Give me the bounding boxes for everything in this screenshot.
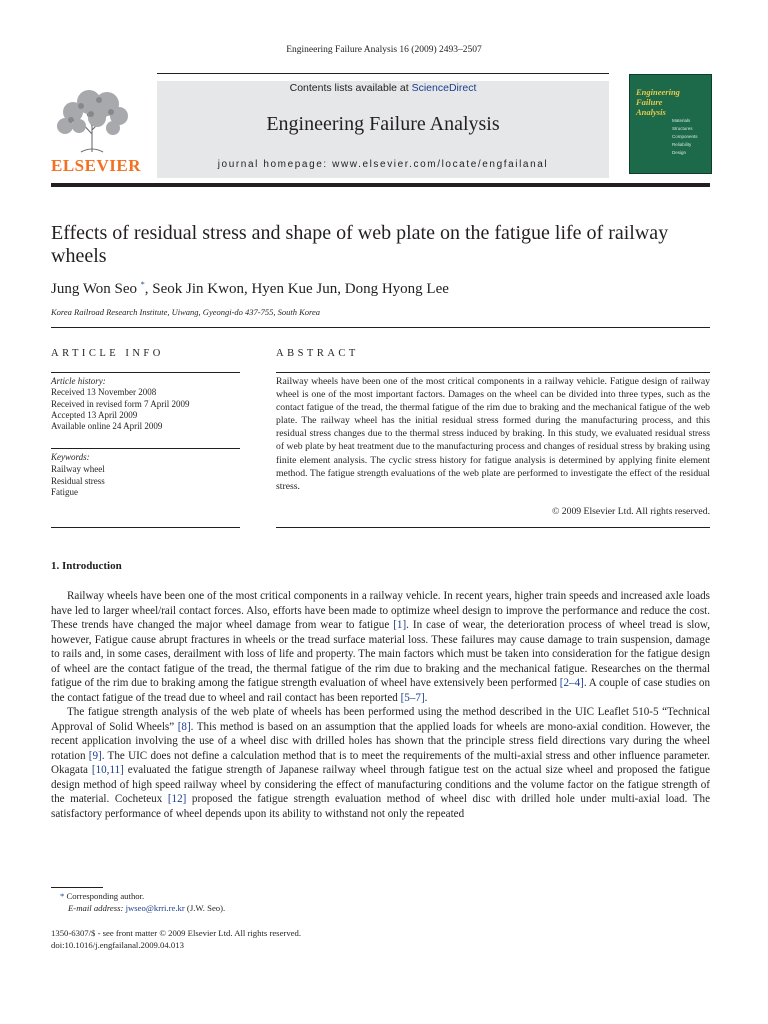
cover-topic: Structures [672, 126, 693, 131]
reference-link[interactable]: [9] [88, 749, 102, 762]
journal-name: Engineering Failure Analysis [266, 113, 500, 135]
footnote-mark: * [60, 891, 65, 901]
reference-link[interactable]: [5–7] [400, 691, 425, 704]
cover-topic: Components [672, 134, 698, 139]
affiliation: Korea Railroad Research Institute, Uiwang, Gyeongi-do 437-755, South Korea [51, 307, 321, 317]
text-run: . The UIC does not define a calculation method that is to meet the requirements of the multi-axial stress and other influence parameter. Okagata [51, 749, 711, 776]
text-run: . A couple of case studies on the contact fatigue of the tread due to wheel and rail contact has been reported [51, 677, 710, 704]
section-heading: 1. Introduction [51, 560, 122, 572]
homepage-link[interactable]: www.elsevier.com/locate/engfailanal [332, 159, 549, 170]
keyword: Residual stress [51, 475, 105, 486]
homepage-prefix: journal homepage: [217, 159, 333, 170]
text-run: proposed the fatigue strength evaluation method of wheel disc with drilled hole under multi-axial load. The satisfactory performance of wheel depends upon its ability to withstand not only the repeated [51, 793, 711, 820]
abstract-heading: ABSTRACT [276, 348, 359, 359]
divider [51, 448, 240, 449]
history-item: Received in revised form 7 April 2009 [51, 398, 190, 409]
issn-line: 1350-6307/$ - see front matter © 2009 Elsevier Ltd. All rights reserved. [51, 928, 302, 938]
history-item: Available online 24 April 2009 [51, 421, 163, 432]
divider [51, 527, 240, 528]
text-run: . In case of wear, the deterioration process of wheel tread is slow, however, Fatigue cause abrupt fractures in wheels or the tread surface material loss. These failures may cause damage to train suspension, damage to rails and, in some cases, derailment with loss of life and property. The main factors which must be taken into consideration for the fatigue design of wheel are the contact fatigue of the tread, the thermal fatigue of the rim due to braking and the mechanical fatigue. Researches on the thermal fatigue of the rim due to braking among the fatigue strength evaluation of wheel have extensively been performed [51, 619, 710, 689]
abstract-text: Railway wheels have been one of the most critical components in a railway vehicle. Fatigue design of railway wheel is one of the most important factors. Damages on the wheel can be divided into three types, such as the contact fatigue of the tread, the thermal fatigue of the rim due to braking and the mechanical fatigue of the web plate. The railway wheel has the initial residual stress formed during the manufacturing process, and this residual stress changes due to the thermal stress induced by braking. In this study, we evaluated residual stress of web plate by heat treatment due to the manufacturing process and changes of residual stress by braking using finite element analysis. The cyclic stress history for fatigue analysis is determined by applying finite element method. The fatigue strength evaluations of the web plate are performed to investigate the effect of the residual stress. [276, 376, 710, 492]
reference-link[interactable]: [12] [167, 793, 187, 805]
corresponding-mark[interactable]: * [140, 280, 145, 289]
keyword: Railway wheel [51, 463, 105, 474]
email-label: E-mail address: [68, 903, 124, 913]
keywords-label: Keywords: [51, 452, 90, 462]
cover-title [636, 87, 680, 117]
text-run: . [424, 691, 428, 704]
reference-link[interactable]: [2–4] [559, 677, 584, 689]
keywords [51, 452, 105, 499]
divider [276, 527, 710, 528]
cover-topic: Design [672, 150, 687, 155]
text-run: . This method is based on an assumption that the applied loads for wheels are mono-axial condition. However, the recent application involving the use of a wheel disc with drilled holes has shown that the principle stress field directions vary during the wheel rotation [51, 720, 710, 762]
other-authors: , Seok Jin Kwon, Hyen Kue Jun, Dong Hyong Lee [144, 281, 449, 297]
text-run: Railway wheels have been one of the most critical components in a railway vehicle. In recent years, higher train speeds and increased axle loads have led to larger wheel/rail contact forces. Also, efforts have been made to optimize wheel design to improve the performance and reduce the cost. These trends have changed the major wheel damage from wear to fatigue [51, 590, 710, 631]
text-run: evaluated the fatigue strength of Japanese railway wheel through fatigue test on the actual size wheel and proposed the fatigue design method of high speed railway wheel by considering the effect of manufacturing conditions and the volume factor on the fatigue strength of the material. Cocheteux [51, 764, 710, 805]
divider [51, 327, 710, 328]
reference-link[interactable]: [1] [393, 619, 407, 631]
journal-citation: Engineering Failure Analysis 16 (2009) 2493–2507 [286, 45, 482, 55]
cover-topic: Reliability [672, 142, 692, 147]
text-run: The fatigue strength analysis of the web plate of wheels has been performed using the method described in the UIC Leaflet 510-5 “Technical Approval of Solid Wheels” [51, 706, 710, 733]
history-label: Article history: [51, 376, 106, 386]
footnote-rule [51, 887, 103, 888]
paragraph [51, 705, 710, 821]
abstract-copyright: © 2009 Elsevier Ltd. All rights reserved. [551, 506, 710, 517]
history-item: Received 13 November 2008 [51, 387, 157, 398]
sciencedirect-link[interactable]: ScienceDirect [411, 82, 477, 94]
header-thick-rule [51, 183, 710, 187]
email-suffix: (J.W. Seo). [184, 903, 226, 913]
journal-cover-thumbnail [629, 74, 712, 174]
footnote-email [68, 903, 225, 913]
article-info-heading: ARTICLE INFO [51, 348, 164, 359]
footnote-text: Corresponding author. [66, 891, 145, 901]
history-item: Accepted 13 April 2009 [51, 409, 138, 420]
divider [276, 372, 710, 373]
reference-link[interactable]: [8] [177, 720, 191, 733]
cover-title-line: Analysis [636, 107, 666, 117]
cover-title-line: Engineering [636, 87, 680, 97]
body-text [51, 589, 710, 821]
article-history [51, 376, 189, 432]
footnote-corresponding [60, 891, 144, 901]
contents-line [157, 82, 609, 94]
journal-homepage [157, 159, 609, 170]
header-rule [157, 73, 609, 74]
author-list [51, 280, 449, 298]
email-link[interactable]: jwseo@krri.re.kr [125, 903, 185, 913]
paragraph [51, 589, 710, 705]
elsevier-wordmark: ELSEVIER [51, 156, 141, 175]
cover-topic: Materials [672, 118, 691, 123]
cover-topics [672, 117, 698, 157]
contents-prefix: Contents lists available at [289, 82, 412, 94]
reference-link[interactable]: [10,11] [91, 764, 124, 776]
doi-line[interactable]: doi:10.1016/j.engfailanal.2009.04.013 [51, 940, 184, 950]
article-title: Effects of residual stress and shape of web plate on the fatigue life of railway wheels [51, 222, 669, 267]
divider [51, 372, 240, 373]
author-name[interactable]: Jung Won Seo [51, 281, 138, 297]
keyword: Fatigue [51, 487, 78, 498]
cover-title-line: Failure [636, 97, 663, 107]
